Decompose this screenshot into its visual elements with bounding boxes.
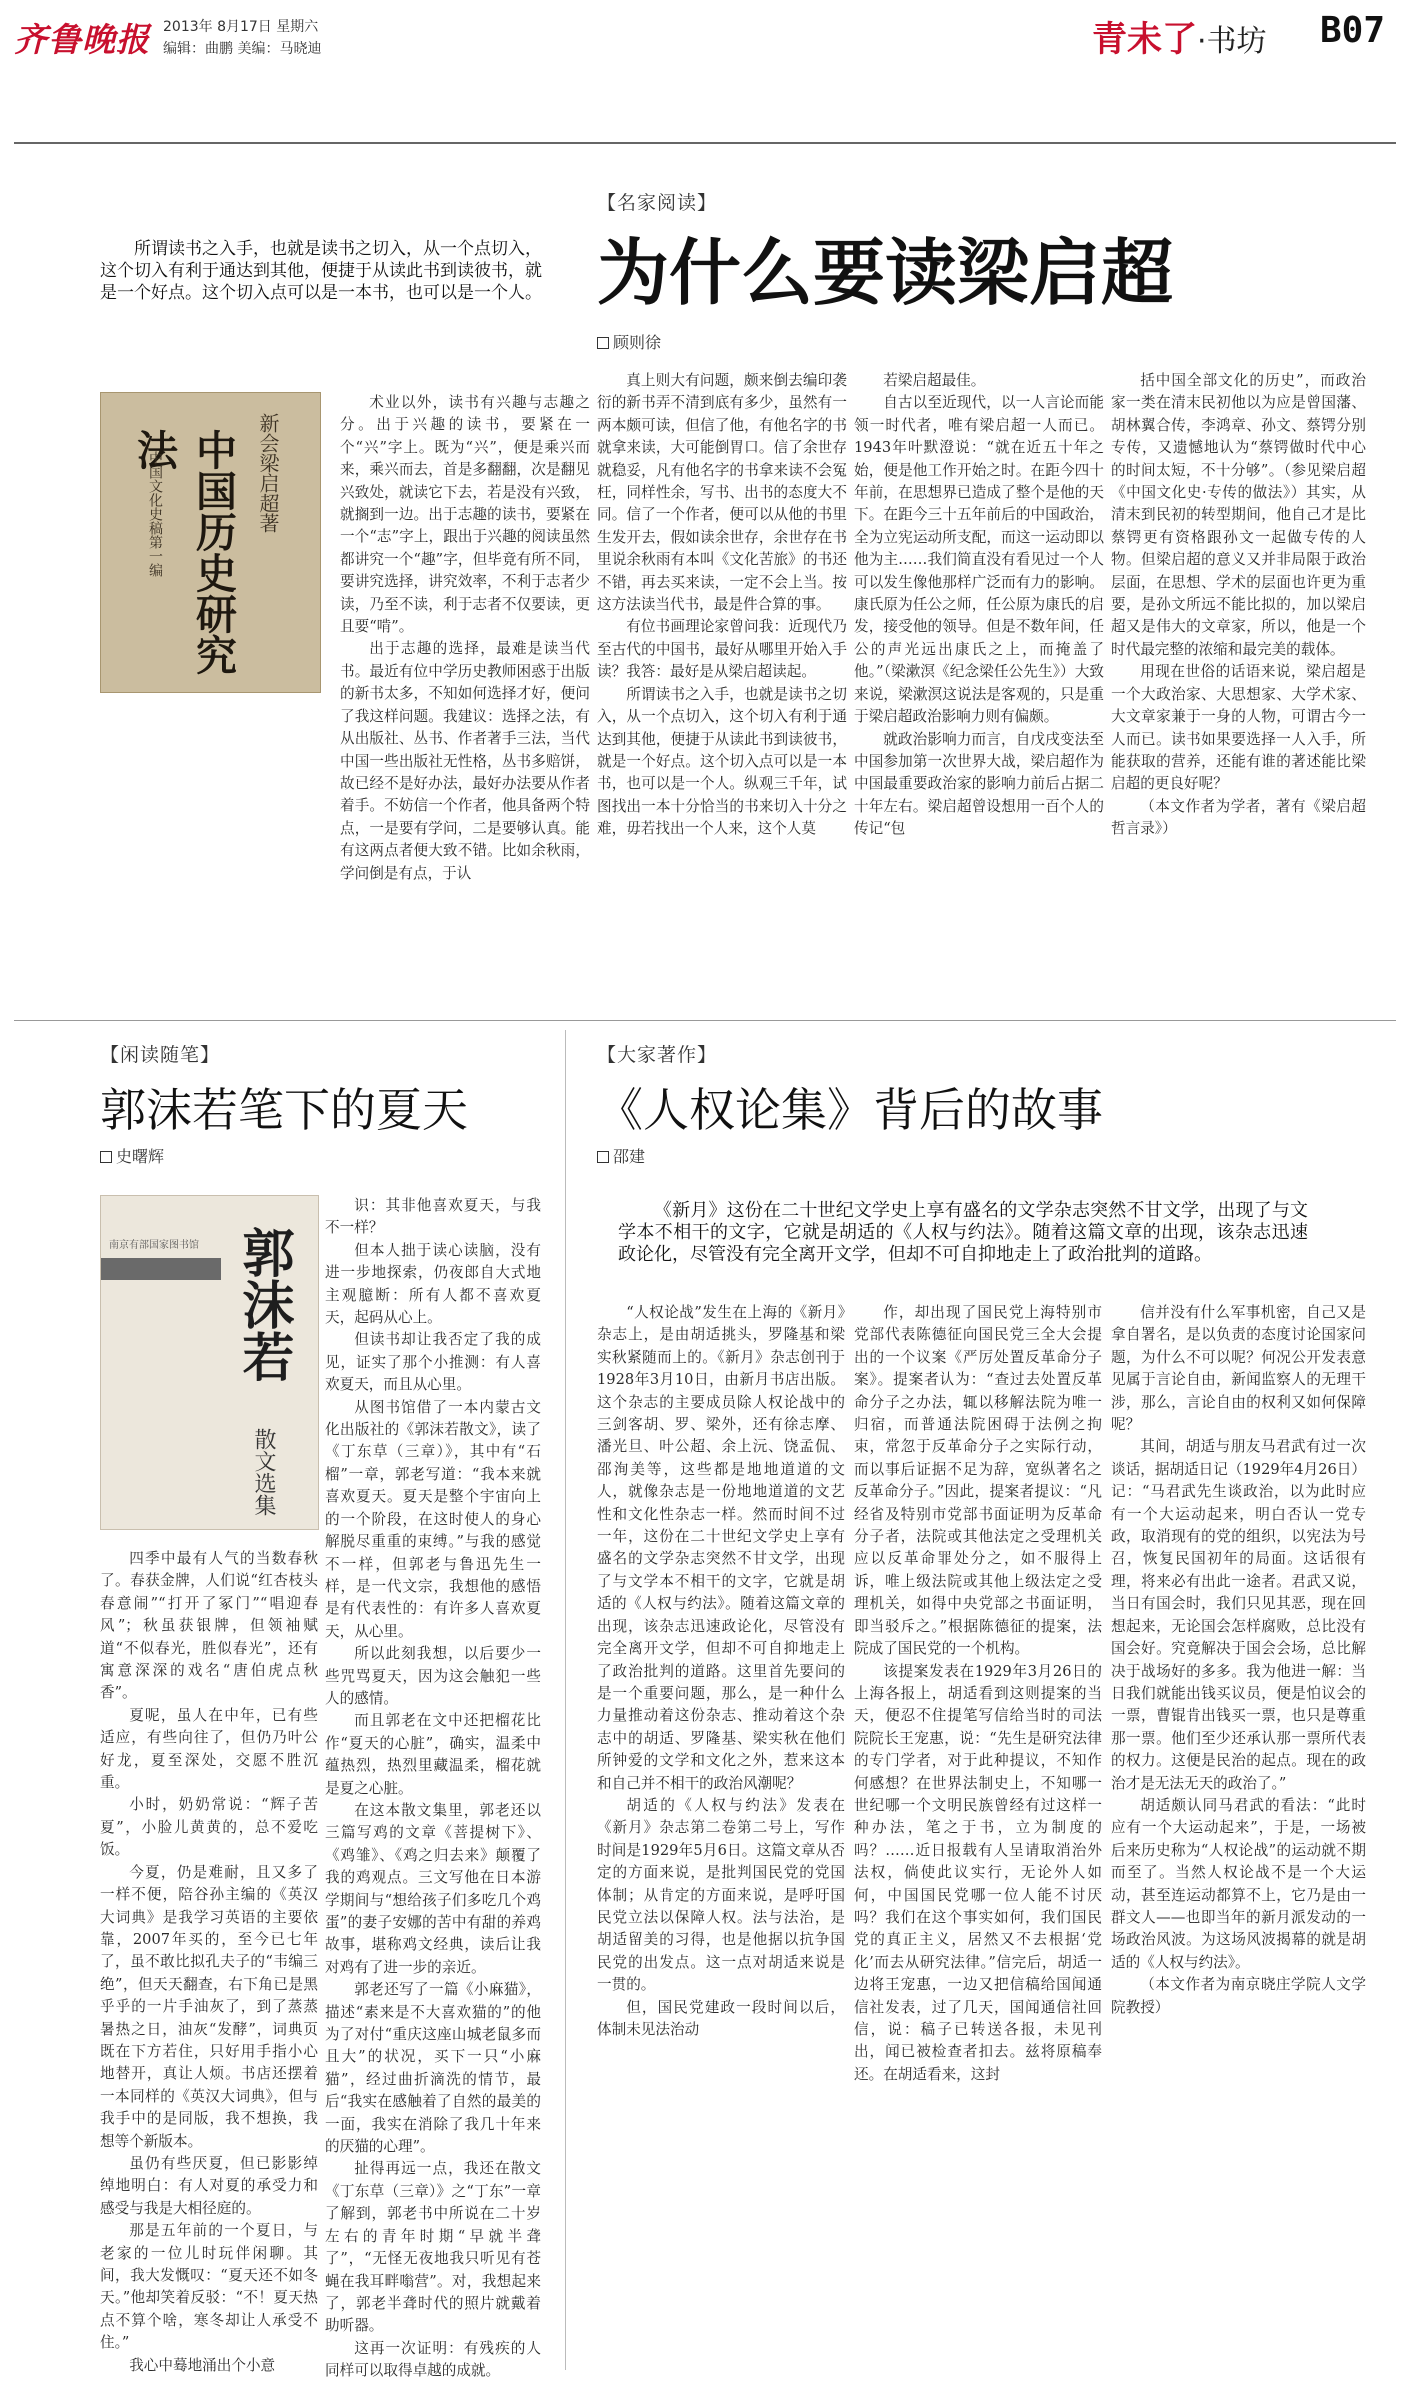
book-cover-image: [100, 392, 321, 693]
paragraph: 所以此刻我想，以后要少一些咒骂夏天，因为这会触犯一些人的感情。: [325, 1645, 541, 1707]
article1-column-4: [1111, 370, 1366, 1012]
paragraph: 在这本散文集里，郭老还以三篇写鸡的文章《菩提树下》、《鸡雏》、《鸡之归去来》颠覆了我的鸡观点。三文写他在日本游学期间与“想给孩子们多吃几个鸡蛋”的妻子安娜的苦中有甜的养鸡故事，堪称鸡文经典，读后让我对鸡有了进一步的亲近。: [325, 1801, 541, 1976]
byline-box-icon: [597, 1151, 609, 1163]
paragraph: （本文作者为南京晓庄学院人文学院教授）: [1111, 1976, 1366, 2016]
paragraph: 胡适的《人权与约法》发表在《新月》杂志第二卷第二号上，写作时间是1929年5月6日。这篇文章从否定的方面来说，是批判国民党的党国体制；从肯定的方面来说，是呼吁国民党立法以保障人权。法与法治，是胡适留美的习得，也是他据以抗争国民党的出发点。这一点对胡适来说是一贯的。: [597, 1796, 845, 1994]
article1-lead: 所谓读书之入手，也就是读书之切入，从一个点切入，这个切入有利于通达到其他，便捷于从读此书到读彼书，就是一个好点。这个切入点可以是一本书，也可以是一个人。: [100, 239, 542, 303]
book-cover-image: [100, 1195, 319, 1530]
paragraph: 该提案发表在1929年3月26日的上海各报上，胡适看到这则提案的当天，便忍不住提笔写信给当时的司法院院长王宠惠，说：“先生是研究法律的专门学者，对于此种提议，不知作何感想？在世界法制史上，不知哪一世纪哪一个文明民族曾经有过这样一种办法，笔之于书，立为制度的吗？……近日报载有人呈请取消治外法权，倘使此议实行，无论外人如何，中国国民党哪一位人能不讨厌吗？我们在这个事实如何，我们国民党的真正主义，居然又不去根据‘党化’而去从研究法律。”信完后，胡适一边将王宠惠，一边又把信稿给国闻通信社发表，过了几天，国闻通信社回信，说：稿子已转送各报，未见刊出，闻已被检查者扣去。兹将原稿奉还。在胡适看来，这封: [854, 1662, 1102, 2083]
article1-column-1: [340, 392, 590, 1012]
paragraph: 就政治影响力而言，自戊戌变法至中国参加第一次世界大战，梁启超作为中国最重要政治家的影响力前后占据二十年左右。梁启超曾设想用一百个人的传记“包: [854, 730, 1104, 838]
article3-title: 《人权论集》背后的故事: [597, 1083, 1103, 1137]
paragraph: 这再一次证明：有残疾的人同样可以取得卓越的成就。: [325, 2339, 541, 2380]
article1-column-3: [854, 370, 1104, 1012]
paragraph: 自古以至近现代，以一人言论而能领一时代者，唯有梁启超一人而已。1943年叶默澄说：“就在近五十年之始，便是他工作开始之时。在距今四十年前，在思想界已造成了整个是他的天下。在距今三十五年前后的中国政治，全为立宪运动所支配，而这一运动即以他为主……我们简直没有看见过一个人可以发生像他那样广泛而有力的影响。康氏原为任公之师，任公原为康氏的启发，接受他的领导。但是不数年间，任公的声光远出康氏之上，而掩盖了他。”（梁漱溟《纪念梁任公先生》）大致来说，梁漱溟这说法是客观的，只是重于梁启超政治影响力则有偏颇。: [854, 394, 1104, 726]
paragraph: 我心中蓦地涌出个小意: [129, 2356, 276, 2374]
paragraph: 夏呢，虽人在中年，已有些适应，有些向往了，但仍乃叶公好龙，夏至深处，交愿不胜沉重。: [100, 1706, 318, 1792]
byline-box-icon: [597, 337, 609, 349]
paragraph: 出于志趣的选择，最难是读当代书。最近有位中学历史教师困惑于出版的新书太多，不知如何选择才好，便问了我这样问题。我建议：选择之法，有从出版社、丛书、作者著手三法，当代中国一些出版社无性格，丛书多赔饼，故已经不是好办法，最好办法要从作者着手。不妨信一个作者，他具备两个特点，一是要有学问，二是要够认真。能有这两点者便大致不错。比如余秋雨，学问倒是有点，于认: [340, 640, 590, 882]
masthead: [0, 0, 1409, 70]
paragraph: 有位书画理论家曾问我：近现代乃至古代的中国书，最好从哪里开始入手读？我答：最好是从梁启超读起。: [597, 618, 847, 681]
article1-column-2: [597, 370, 847, 1012]
paragraph: 胡适颇认同马君武的看法：“此时应有一个大运动起来”，于是，一场被后来历史称为“人权论战”的运动就不期而至了。当然人权论战不是一个大运动，甚至连运动都算不上，它乃是由一群文人——也即当年的新月派发动的一场政治风波。为这场风波揭幕的就是胡适的《人权与约法》。: [1111, 1796, 1366, 1971]
editor-line: 编辑：曲鹏 美编：马晓迪: [163, 41, 322, 57]
book-author-label: 新会梁启超著: [256, 413, 280, 533]
section-name: 青未了: [1092, 20, 1198, 60]
paragraph: 其间，胡适与朋友马君武有过一次谈话，据胡适日记（1929年4月26日）记：“马君武先生谈政治，以为此时应有一个大运动起来，明白否认一党专政，取消现有的党的组织，以宪法为号召，恢复民国初年的局面。这话很有理，将来必有出此一途者。君武又说，当日有国会时，我们只见其恶，现在回想起来，无论国会怎样腐败，总比没有国会好。究竟解决于国会会场，总比解决于战场好的多多。我为他进一解：当日我们就能出钱买议员，便是怕议会的一票，曹锟肯出钱买一票，也只是尊重那一票。他们至少还承认那一票所代表的权力。这便是民治的起点。现在的政治才是无法无天的政治了。”: [1111, 1438, 1366, 1792]
book-cover-band: [101, 1258, 221, 1280]
article3-lead: 《新月》这份在二十世纪文学史上享有盛名的文学杂志突然不甘文学，出现了与文学本不相干的文字，它就是胡适的《人权与约法》。随着这篇文章的出现，该杂志迅速政论化，尽管没有完全离开文学，但却不可自抑地走上了政治批判的道路。: [618, 1200, 1308, 1265]
article3-tag: 【大家著作】: [597, 1044, 718, 1066]
paragraph: 今夏，仍是难耐，且又多了一样不便，陪谷孙主编的《英汉大词典》是我学习英语的主要依靠，2007年买的，至今已七年了，虽不敢比拟孔夫子的“韦编三绝”，但天天翻查，右下角已是黑乎乎的一片手油灰了，到了蒸蒸暑热之日，油灰“发酵”，词典页既在下方若住，只好用手指小心地替开，真让人烦。书店还摆着一本同样的《英汉大词典》，但与我手中的是同版，我不想换，我想等个新版本。: [100, 1863, 318, 2150]
paragraph: 括中国全部文化的历史”，而政治家一类在清末民初他以为应是曾国藩、胡林翼合传，李鸿章、孙文、蔡锷分别专传，又遗憾地认为“蔡锷做时代中心的时间太短，不十分够”。（参见梁启超《中国文化史·专传的做法》）其实，从清末到民初的转型期间，他自己才是比蔡锷更有资格跟孙文一起做专传的人物。但梁启超的意义又并非局限于政治层面，在思想、学术的层面也许更为重要，是孙文所远不能比拟的，加以梁启超又是伟大的文章家，所以，他是一个时代最完整的浓缩和最完美的载体。: [1111, 372, 1366, 658]
article1-tag: 【名家阅读】: [597, 192, 718, 214]
paragraph: 扯得再远一点，我还在散文《丁东草（三章）》之“丁东”一章了解到，郭老书中所说在二十岁左右的青年时期“早就半聋了”，“无怪无夜地我只听见有苍蝇在我耳畔嗡营”。对，我想起来了，郭老半聋时代的照片就戴着助听器。: [325, 2160, 541, 2335]
paragraph: 四季中最有人气的当数春秋了。春获金牌，人们说“红杏枝头春意闹”“打开了冢门”“唱迎春风”；秋虽获银牌，但领袖赋道“不似春光，胜似春光”，还有寓意深深的戏名“唐伯虎点秋香”。: [100, 1550, 318, 1702]
paragraph: 虽仍有些厌夏，但已影影绰绰地明白：有人对夏的承受力和感受与我是大相径庭的。: [100, 2154, 318, 2217]
article3-column-2: [854, 1302, 1102, 2368]
paragraph: 所谓读书之入手，也就是读书之切入，从一个点切入，这个切入有利于通达到其他，便捷于从读此书到读彼书，就是一个好点。这个切入点可以是一本书，也可以是一个人。纵观三千年，试图找出一本十分恰当的书来切入十分之难，毋若找出一个人来，这个人莫: [597, 685, 847, 838]
book-title-label: 郭沫若: [233, 1226, 294, 1382]
paragraph: 术业以外，读书有兴趣与志趣之分。出于兴趣的读书，要紧在一个“兴”字上。既为“兴”，便是乘兴而来，乘兴而去，首是多翻翻，次是翻见兴致处，就读它下去，若是没有兴致，就搁到一边。出于志趣的读书，要紧在一个“志”字上，跟出于兴趣的阅读虽然都讲究一个“趣”字，但毕竟有所不同，要讲究选择，讲究效率，不利于志者少读，乃至不读，利于志者不仅要读，更且要“啃”。: [340, 394, 590, 636]
paragraph: 信并没有什么军事机密，自己又是拿自署名，是以负责的态度讨论国家问题，为什么不可以呢？何况公开发表意见属于言论自由，新闻监察人的无理干涉，那么，言论自由的权利又如何保障呢？: [1111, 1304, 1366, 1434]
masthead-rule: [14, 142, 1396, 144]
article3-byline: 邵建: [597, 1144, 645, 1167]
book-series-label: 中国文化史稿第一编: [147, 451, 163, 577]
paragraph: 用现在世俗的话语来说，梁启超是一个大政治家、大思想家、大学术家、大文章家兼于一身的人物，可谓古今一人而已。读书如果要选择一人入手，所能获取的营养，还能有谁的著述能比梁启超的更良好呢？: [1111, 663, 1366, 793]
paragraph: （本文作者为学者，著有《梁启超哲言录》）: [1111, 797, 1366, 838]
paragraph: 从图书馆借了一本内蒙古文化出版社的《郭沫若散文》，读了《丁东草（三章）》，其中有“石榴”一章，郭老写道：“我本来就喜欢夏天。夏天是整个宇宙向上的一个阶段，在这时使人的身心解脱尽重重的束缚。”与我的感觉不一样，但郭老与鲁迅先生一样，是一代文宗，我想他的感悟是有代表性的：有许多人喜欢夏天，从心里。: [325, 1398, 541, 1640]
section-title: [1092, 12, 1267, 62]
book-top-line: 南京有部国家图书馆: [109, 1240, 199, 1251]
paragraph: 若梁启超最佳。: [883, 372, 986, 389]
article1-title: 为什么要读梁启超: [597, 231, 1174, 315]
article2-byline: 史曙辉: [100, 1144, 164, 1167]
article2-tag: 【闲读随笔】: [100, 1044, 221, 1066]
paragraph: 但本人拙于读心读脑，没有进一步地探索，仍夜郎自大式地主观臆断：所有人都不喜欢夏天，起码从心上。: [325, 1241, 541, 1327]
book-title-label: 中国历史研究法: [130, 429, 237, 675]
paragraph: 郭老还写了一篇《小麻猫》，描述“素来是不大喜欢猫的”的他为了对付“重庆这座山城老鼠多而且大”的状况，买下一只“小麻猫”，经过曲折滴洗的情节，最后“我实在感触着了自然的最美的一面，我实在消除了我几十年来的厌猫的心理”。: [325, 1981, 541, 2156]
book-subtitle-label: 散文选集: [251, 1428, 276, 1516]
newspaper-logo: 齐鲁晚报: [14, 20, 150, 59]
section-sub: ·书坊: [1197, 24, 1267, 59]
paragraph: 但读书却让我否定了我的成见，证实了那个小推测：有人喜欢夏天，而且从心里。: [325, 1331, 541, 1394]
paragraph: 小时，奶奶常说：“辉子苦夏”，小脸儿黄黄的，总不爱吃饭。: [100, 1796, 318, 1859]
article2-title: 郭沫若笔下的夏天: [100, 1083, 468, 1137]
article2-column-2: [325, 1195, 541, 2380]
paragraph: 识：其非他喜欢夏天，与我不一样？: [325, 1197, 541, 1237]
article3-column-3: [1111, 1302, 1366, 2368]
article1-byline: 顾则徐: [597, 330, 661, 353]
paragraph: 真上则大有问题，颇来倒去编印袭衍的新书弄不清到底有多少，虽然有一两本颇可读，但信了他，有他名字的书就拿来读，大可能倒胃口。信了余世存就稳妥，凡有他名字的书拿来读不会冤枉，同样性余，写书、出书的态度大不同。信了一个作者，便可以从他的书里生发开去，假如读余世存，余世存在书里说余秋雨有本叫《文化苦旅》的书还不错，再去买来读，一定不会上当。按这方法读当代书，最是件合算的事。: [597, 372, 847, 614]
column-divider: [565, 1030, 566, 2370]
date-line: 2013年 8月17日 星期六: [163, 19, 319, 35]
paragraph: 而且郭老在文中还把榴花比作“夏天的心脏”，确实，温柔中蕴热烈，热烈里藏温柔，榴花就是夏之心脏。: [325, 1712, 541, 1797]
article3-column-1: [597, 1302, 845, 2368]
paragraph: 作，却出现了国民党上海特别市党部代表陈德征向国民党三全大会提出的一个议案《严厉处置反革命分子案》。提案者认为：“查过去处置反革命分子之办法，辄以移解法院为唯一归宿，而普通法院困碍于法例之拘束，常忽于反革命分子之实际行动，而以事后证据不足为辞，宽纵著名之反革命分子。”因此，提案者提议：“凡经省及特别市党部书面证明为反革命分子者，法院或其他法定之受理机关应以反革命罪处分之，如不服得上诉，唯上级法院或其他上级法定之受理机关，如得中央党部之书面证明，即当驳斥之。”根据陈德征的提案，法院成了国民党的一个机构。: [854, 1304, 1102, 1658]
paragraph: 那是五年前的一个夏日，与老家的一位儿时玩伴闲聊。其间，我大发慨叹：“夏天还不如冬天。”他却笑着反驳：“不！夏天热点不算个啥，寒冬却让人承受不住。”: [100, 2222, 318, 2352]
paragraph: 但，国民党建政一段时间以后，体制未见法治动: [597, 1998, 845, 2038]
article1-rule: [14, 1020, 1396, 1021]
byline-box-icon: [100, 1151, 112, 1163]
paragraph: “人权论战”发生在上海的《新月》杂志上，是由胡适挑头，罗隆基和梁实秋紧随而上的。《新月》杂志创刊于1928年3月10日，由新月书店出版。这个杂志的主要成员除人权论战中的三剑客胡、罗、梁外，还有徐志摩、潘光旦、叶公超、余上沅、饶孟侃、邵洵美等，这些都是地地道道的文人，就像杂志是一份地地道道的文艺性和文化性杂志一样。然而时间不过一年，这份在二十世纪文学史上享有盛名的文学杂志突然不甘文学，出现了与文学本不相干的文字，它就是胡适的《人权与约法》。随着这篇文章的出现，该杂志迅速政论化，尽管没有完全离开文学，但却不可自抑地走上了政治批判的道路。这里首先要问的是一个重要问题，那么，是一种什么力量推动着这份杂志、推动着这个杂志中的胡适、罗隆基、梁实秋在他们所钟爱的文学和文化之外，惹来这本和自己并不相干的政治风潮呢？: [597, 1304, 845, 1792]
article2-column-1: [100, 1548, 318, 2374]
page-number: B07: [1320, 10, 1386, 51]
